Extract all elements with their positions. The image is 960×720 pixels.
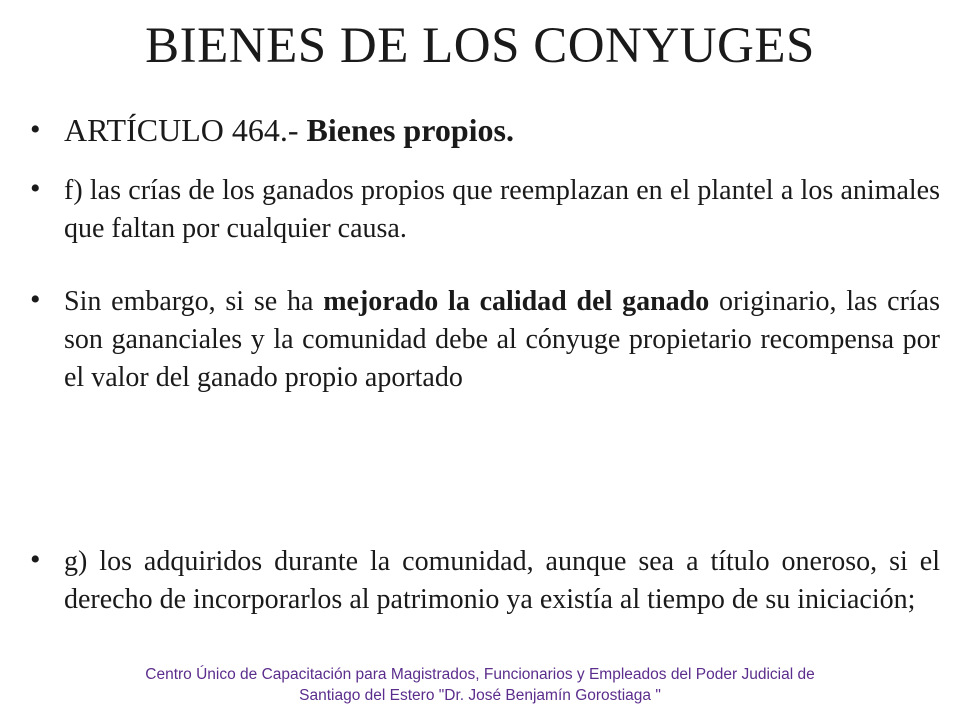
bullet-item-f	[30, 172, 940, 248]
bullet-dot-icon: •	[30, 172, 41, 205]
item-f-text: f) las crías de los ganados propios que reemplazan en el plantel a los animales que faltan por cualquier causa.	[64, 175, 940, 244]
bullet-article-heading	[30, 108, 940, 152]
footer-line-1: Centro Único de Capacitación para Magistrados, Funcionarios y Empleados del Poder Judicial de	[145, 666, 815, 683]
bullet-exception	[30, 283, 941, 397]
item-g-text: g) los adquiridos durante la comunidad, aunque sea a título oneroso, si el derecho de incorporarlos al patrimonio ya existía al tiempo de su iniciación;	[64, 546, 940, 615]
exception-emphasis: mejorado la calidad del ganado	[323, 286, 710, 317]
exception-tail: originario, las crías son gananciales y la comunidad debe al cónyuge propietario recompensa por el valor del ganado propio aportado	[64, 286, 941, 393]
footer-line-2: Santiago del Estero "Dr. José Benjamín Gorostiaga "	[299, 687, 661, 704]
exception-lead: Sin embargo, si se ha	[64, 286, 324, 317]
slide-footer	[60, 664, 900, 706]
article-number: ARTÍCULO 464.-	[64, 112, 307, 148]
bullet-item-g	[30, 543, 940, 619]
article-title: Bienes propios.	[306, 112, 514, 148]
bullet-dot-icon: •	[30, 543, 41, 576]
slide-title: BIENES DE LOS CONYUGES	[145, 18, 815, 74]
bullet-dot-icon: •	[30, 113, 41, 146]
bullet-dot-icon: •	[30, 283, 41, 316]
